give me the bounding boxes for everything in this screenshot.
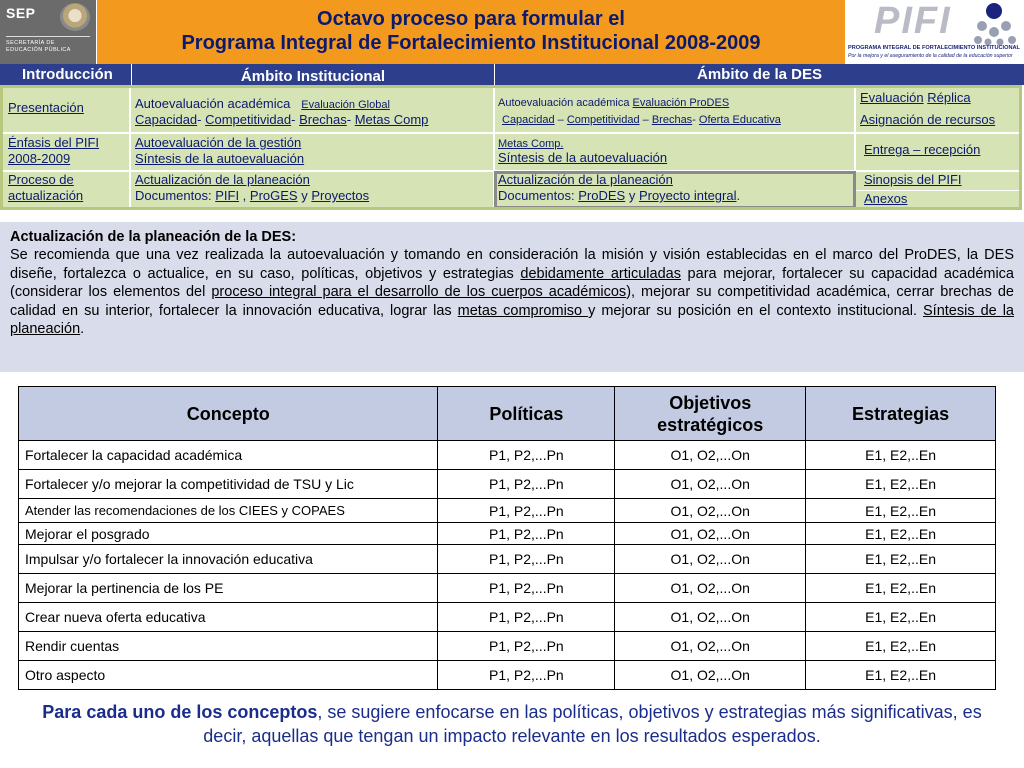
cell-estrategias: E1, E2,..En [806, 574, 996, 603]
table-row [19, 545, 996, 574]
link-replica[interactable]: Réplica [927, 90, 971, 105]
link-capacidad-des[interactable]: Capacidad [502, 114, 555, 126]
sep-subtitle-line2: EDUCACIÓN PÚBLICA [6, 47, 71, 53]
nav-cell-enfasis [3, 134, 129, 170]
label-autoeval-academica: Autoevaluación académica [135, 96, 291, 111]
desc-underline-1: debidamente articuladas [520, 265, 681, 282]
cell-concepto: Mejorar la pertinencia de los PE [19, 574, 438, 603]
desc-text-1: Se recomienda que una vez realizada la autoevaluación y tomando en consideración la misión y visión establecidas en el marco del ProDES, la DES diseñe, fortalezca o actualice, en su caso, políticas, objetivos y estrategias [10, 247, 1014, 282]
description-heading: Actualización de la planeación de la DES: [10, 229, 297, 245]
link-proges[interactable]: ProGES [249, 188, 298, 203]
link-enfasis[interactable]: Énfasis del PIFI [8, 135, 100, 150]
current-section-highlight [494, 171, 856, 209]
label-documentos-des: Documentos: [498, 188, 575, 203]
nav-cell-entrega [856, 134, 1019, 170]
link-sintesis-des[interactable]: Síntesis de la autoevaluación [498, 150, 668, 165]
desc-text-3: ), mejorar su competitividad académica, cerrar brechas de calidad en su interior, fortalecer la innovación educativa, lograr las [10, 284, 1014, 319]
link-entrega-recepcion[interactable]: Entrega – recepción [864, 142, 981, 157]
pifi-dots-icon [972, 2, 1020, 46]
cell-estrategias: E1, E2,..En [806, 632, 996, 661]
cell-politicas: P1, P2,...Pn [438, 441, 615, 470]
pifi-logo [846, 0, 1024, 64]
cell-objetivos: O1, O2,...On [615, 545, 806, 574]
section-tabs [0, 64, 1024, 85]
nav-cell-presentacion [3, 88, 129, 132]
tab-ambito-institucional[interactable]: Ámbito Institucional [132, 64, 494, 85]
footer-note [20, 700, 1004, 748]
desc-text-4: y mejorar su posición en el contexto institucional. [588, 302, 923, 319]
header-objetivos [615, 387, 806, 441]
link-presentacion[interactable]: Presentación [8, 100, 84, 115]
label-autoeval-academica-des: Autoevaluación académica [498, 97, 630, 109]
link-oferta-educativa[interactable]: Oferta Educativa [698, 114, 781, 126]
cell-objetivos: O1, O2,...On [615, 632, 806, 661]
cell-concepto: Impulsar y/o fortalecer la innovación educativa [19, 545, 438, 574]
table-row [19, 632, 996, 661]
cell-politicas: P1, P2,...Pn [438, 545, 615, 574]
cell-objetivos: O1, O2,...On [615, 574, 806, 603]
cell-politicas: P1, P2,...Pn [438, 523, 615, 545]
desc-underline-3: metas compromiso [457, 302, 589, 319]
nav-cell-autoeval-des: Autoevaluación académica Evaluación ProDES Capacidad – Competitividad – Brechas- Oferta Educativa [495, 88, 854, 132]
link-asignacion-recursos[interactable]: Asignación de recursos [860, 112, 996, 127]
cell-estrategias: E1, E2,..En [806, 441, 996, 470]
cell-concepto: Fortalecer la capacidad académica [19, 441, 438, 470]
title-banner [97, 0, 845, 64]
nav-cell-gestion [131, 134, 493, 170]
header-concepto: Concepto [19, 387, 438, 441]
cell-objetivos: O1, O2,...On [615, 470, 806, 499]
cell-concepto: Otro aspecto [19, 661, 438, 690]
cell-politicas: P1, P2,...Pn [438, 661, 615, 690]
link-competitividad-des[interactable]: Competitividad [566, 114, 640, 126]
footer-text: , se sugiere enfocarse en las políticas, objetivos y estrategias más significativas, es decir, aquellas que tengan un impacto relevante en los resultados esperados. [203, 702, 982, 746]
table-row [19, 441, 996, 470]
label-y-des: y [628, 188, 636, 203]
table-row [19, 499, 996, 523]
table-row [19, 574, 996, 603]
tab-ambito-des[interactable]: Ámbito de la DES [495, 64, 1024, 85]
link-metas-comp-des[interactable]: Metas Comp. [498, 138, 564, 150]
table-row [19, 661, 996, 690]
label-y: y [301, 188, 308, 203]
navigation-grid [0, 85, 1024, 212]
link-evaluacion[interactable]: Evaluación [860, 90, 924, 105]
sep-logo-text: SEP [6, 5, 36, 21]
table-header-row [19, 387, 996, 441]
cell-concepto: Fortalecer y/o mejorar la competitividad de TSU y Lic [19, 470, 438, 499]
cell-politicas: P1, P2,...Pn [438, 574, 615, 603]
cell-estrategias: E1, E2,..En [806, 545, 996, 574]
page-title-line1: Octavo proceso para formular el [317, 8, 625, 30]
header-estrategias: Estrategias [806, 387, 996, 441]
link-proyecto-integral[interactable]: Proyecto integral [638, 188, 737, 203]
cell-objetivos: O1, O2,...On [615, 441, 806, 470]
header [0, 0, 1024, 64]
cell-estrategias: E1, E2,..En [806, 470, 996, 499]
description-body [10, 246, 1014, 338]
header-objetivos-text: Objetivos estratégicos [657, 392, 764, 435]
link-evaluacion-prodes[interactable]: Evaluación ProDES [632, 97, 730, 109]
pifi-caption: PROGRAMA INTEGRAL DE FORTALECIMIENTO INSTITUCIONAL [848, 45, 1020, 51]
cell-estrategias: E1, E2,..En [806, 523, 996, 545]
table-row [19, 523, 996, 545]
link-autoeval-gestion[interactable]: Autoevaluación de la gestión [135, 135, 302, 150]
cell-concepto: Atender las recomendaciones de los CIEES y COPAES [19, 499, 438, 523]
link-brechas-des[interactable]: Brechas [651, 114, 693, 126]
cell-concepto: Crear nueva oferta educativa [19, 603, 438, 632]
concepts-table [18, 386, 996, 690]
page-title-line2: Programa Integral de Fortalecimiento Institucional 2008-2009 [181, 32, 761, 54]
label-documentos: Documentos: [135, 188, 212, 203]
nav-cell-anexos [856, 191, 1019, 208]
link-actualizacion-inst[interactable]: Actualización de la planeación [135, 172, 310, 187]
pifi-logo-text: PIFI [874, 0, 952, 42]
cell-estrategias: E1, E2,..En [806, 603, 996, 632]
nav-cell-proceso [3, 172, 129, 208]
desc-text-2: para mejorar, fortalecer su capacidad académica (considerar los elementos del [10, 265, 1014, 301]
link-capacidad[interactable]: Capacidad [135, 112, 198, 127]
tab-introduccion[interactable]: Introducción [0, 64, 131, 85]
cell-politicas: P1, P2,...Pn [438, 603, 615, 632]
logo-divider [6, 36, 90, 37]
nav-cell-autoeval-inst: Autoevaluación académica Evaluación Global Capacidad- Competitividad- Brechas- Metas Comp [131, 88, 493, 132]
link-sinopsis[interactable]: Sinopsis del PIFI [864, 172, 962, 187]
link-proyectos[interactable]: Proyectos [311, 188, 370, 203]
sep-subtitle [6, 40, 71, 54]
nav-cell-evaluacion [856, 88, 1019, 132]
table-row [19, 603, 996, 632]
cell-objetivos: O1, O2,...On [615, 603, 806, 632]
sep-logo [0, 0, 96, 64]
cell-politicas: P1, P2,...Pn [438, 632, 615, 661]
nav-cell-actualizacion-inst: Actualización de la planeación Documentos: PIFI , ProGES y Proyectos [131, 172, 493, 208]
footer-bold: Para cada uno de los conceptos [42, 702, 318, 722]
link-enfasis-year[interactable]: 2008-2009 [8, 151, 71, 166]
link-brechas[interactable]: Brechas [299, 112, 347, 127]
cell-objetivos: O1, O2,...On [615, 523, 806, 545]
nav-cell-sinopsis [856, 172, 1019, 190]
pifi-tagline: Por la mejora y el aseguramiento de la calidad de la educación superior [848, 53, 1013, 59]
cell-politicas: P1, P2,...Pn [438, 499, 615, 523]
sep-subtitle-line1: SECRETARÍA DE [6, 40, 55, 46]
link-pifi[interactable]: PIFI [215, 188, 240, 203]
table-row [19, 470, 996, 499]
link-actualizacion-des[interactable]: Actualización de la planeación [498, 172, 673, 187]
cell-politicas: P1, P2,...Pn [438, 470, 615, 499]
cell-concepto: Mejorar el posgrado [19, 523, 438, 545]
link-metas-comp[interactable]: Metas Comp [354, 112, 429, 127]
description-panel [0, 222, 1024, 372]
cell-objetivos: O1, O2,...On [615, 661, 806, 690]
cell-estrategias: E1, E2,..En [806, 661, 996, 690]
nav-cell-actualizacion-des: Actualización de la planeación Documentos: ProDES y Proyecto integral. [495, 172, 854, 208]
link-anexos[interactable]: Anexos [864, 191, 908, 206]
link-proceso[interactable]: Proceso de [8, 172, 74, 187]
mexico-seal-icon [60, 3, 90, 31]
cell-objetivos: O1, O2,...On [615, 499, 806, 523]
desc-underline-4: Síntesis de la planeación [10, 302, 1014, 338]
link-prodes[interactable]: ProDES [578, 188, 626, 203]
desc-underline-2: proceso integral para el desarrollo de los cuerpos académicos [211, 284, 627, 301]
nav-cell-sintesis-des [495, 134, 854, 170]
desc-text-5: . [80, 321, 85, 338]
link-sintesis-inst[interactable]: Síntesis de la autoevaluación [135, 151, 305, 166]
link-proceso-actualizacion[interactable]: actualización [8, 188, 84, 203]
cell-estrategias: E1, E2,..En [806, 499, 996, 523]
cell-concepto: Rendir cuentas [19, 632, 438, 661]
header-politicas: Políticas [438, 387, 615, 441]
link-evaluacion-global[interactable]: Evaluación Global [301, 99, 390, 111]
link-competitividad[interactable]: Competitividad [205, 112, 292, 127]
